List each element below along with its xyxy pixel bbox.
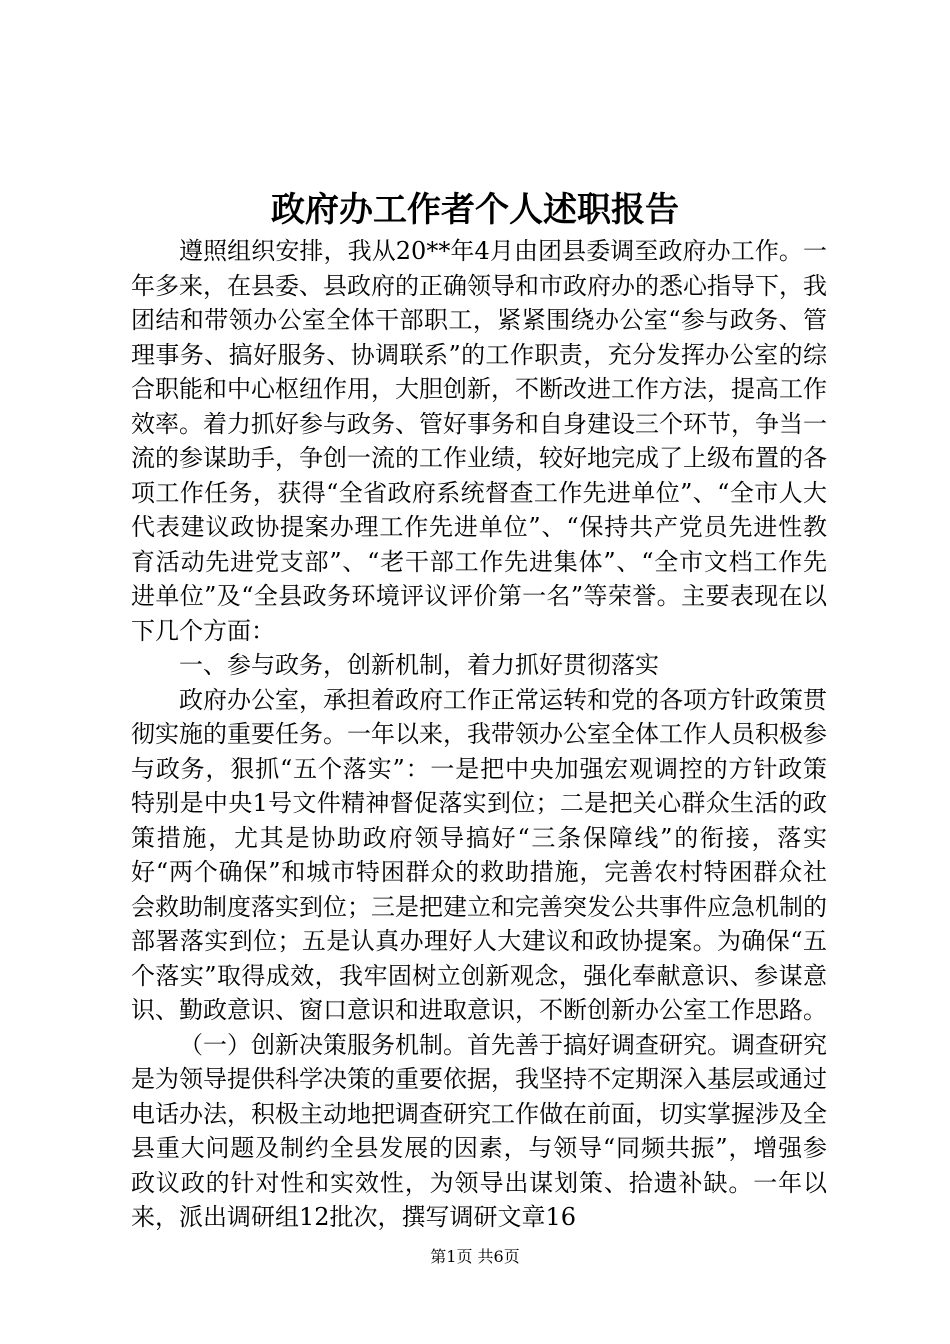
paragraph-section-1: 政府办公室，承担着政府工作正常运转和党的各项方针政策贯彻实施的重要任务。一年以来，我带领办公室全体工作人员积极参与政务，狠抓“五个落实”：一是把中央加强宏观调控的方针政策特别是中央1号文件精神督促落实到位；二是把关心群众生活的政策措施，尤其是协助政府领导搞好“三条保障线”的衔接，落实好“两个确保”和城市特困群众的救助措施，完善农村特困群众社会救助制度落实到位；三是把建立和完善突发公共事件应急机制的部署落实到位；五是认真办理好人大建议和政协提案。为确保“五个落实”取得成效，我牢固树立创新观念，强化奉献意识、参谋意识、勤政意识、窗口意识和进取意识，不断创新办公室工作思路。 — [131, 685, 827, 1024]
paragraph-subsection-1: （一）创新决策服务机制。首先善于搞好调查研究。调查研究是为领导提供科学决策的重要依据，我坚持不定期深入基层或通过电话办法，积极主动地把调查研究工作做在前面，切实掌握涉及全县重大问题及制约全县发展的因素，与领导“同频共振”，增强参政议政的针对性和实效性，为领导出谋划策、拾遗补缺。一年以来，派出调研组12批次，撰写调研文章16 — [131, 1030, 827, 1231]
paragraph-intro: 遵照组织安排，我从20**年4月由团县委调至政府办工作。一年多来，在县委、县政府的正确领导和市政府办的悉心指导下，我团结和带领办公室全体干部职工，紧紧围绕办公室“参与政务、管理事务、搞好服务、协调联系”的工作职责，充分发挥办公室的综合职能和中心枢纽作用，大胆创新，不断改进工作方法，提高工作效率。着力抓好参与政务、管好事务和自身建设三个环节，争当一流的参谋助手，争创一流的工作业绩，较好地完成了上级布置的各项工作任务，获得“全省政府系统督查工作先进单位”、“全市人大代表建议政协提案办理工作先进单位”、“保持共产党员先进性教育活动先进党支部”、“老干部工作先进集体”、“全市文档工作先进单位”及“全县政务环境评议评价第一名”等荣誉。主要表现在以下几个方面： — [131, 237, 827, 645]
document-body — [131, 234, 827, 1235]
page-footer: 第1页 共6页 — [430, 1247, 520, 1266]
section-heading-1: 一、参与政务，创新机制，着力抓好贯彻落实 — [179, 651, 659, 679]
document-title: 政府办工作者个人述职报告 — [271, 190, 679, 230]
